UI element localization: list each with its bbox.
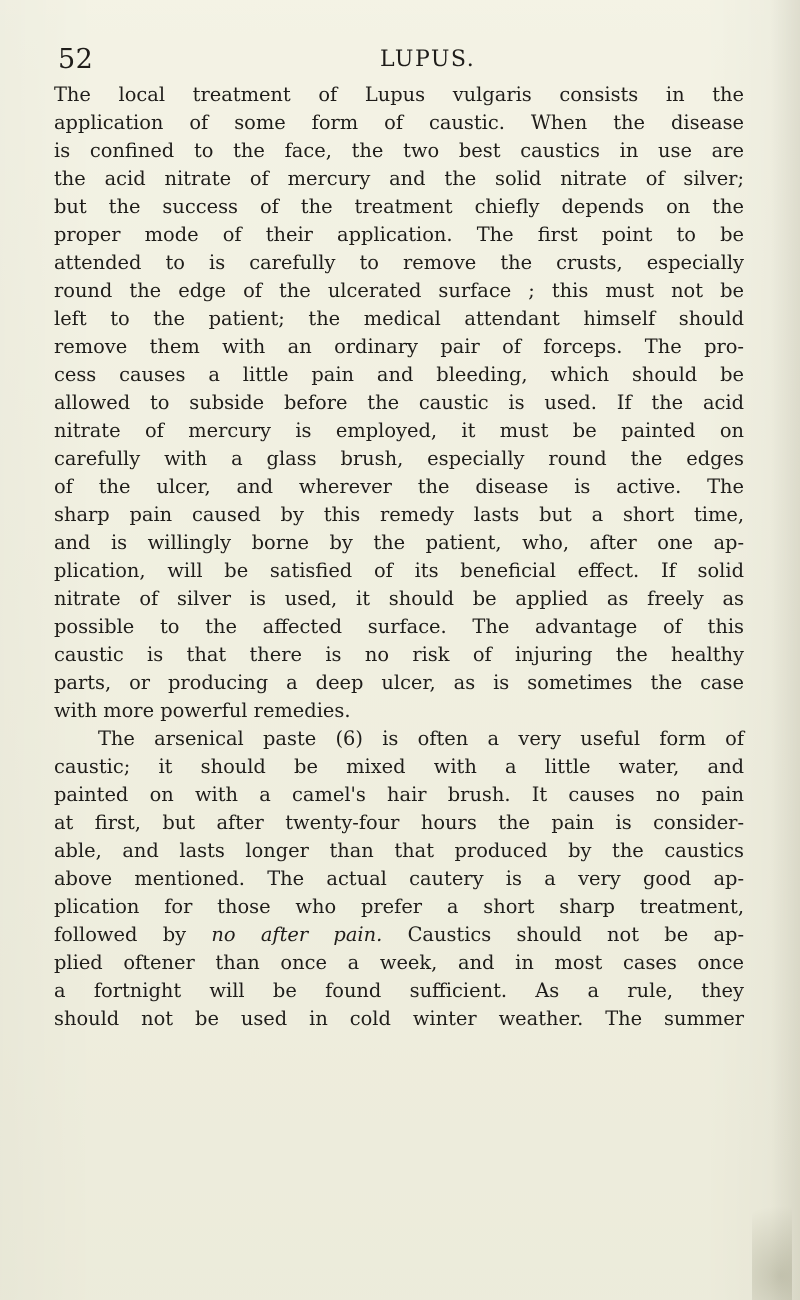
text-line: a fortnight will be found sufficient. As a rule, they [54,979,744,1002]
text-line: attended to is carefully to remove the crusts, especially [54,251,744,274]
text-line: plied oftener than once a week, and in most cases once [54,951,744,974]
text-line: with more powerful remedies. [54,699,351,722]
text-line: nitrate of silver is used, it should be applied as freely as [54,587,744,610]
text-line: carefully with a glass brush, especially round the edges [54,447,744,470]
text-line: and is willingly borne by the patient, who, after one ap- [54,531,744,554]
text-line: at first, but after twenty-four hours the pain is consider- [54,811,744,834]
text-line: left to the patient; the medical attendant himself should [54,307,744,330]
text-line: round the edge of the ulcerated surface ; this must not be [54,279,744,302]
text-line: remove them with an ordinary pair of forceps. The pro- [54,335,744,358]
text-line: nitrate of mercury is employed, it must be painted on [54,419,744,442]
text-line: plication, will be satisfied of its beneficial effect. If solid [54,559,744,582]
text-line: should not be used in cold winter weather. The summer [54,1007,744,1030]
text-line: but the success of the treatment chiefly depends on the [54,195,744,218]
text-line: is confined to the face, the two best caustics in use are [54,139,744,162]
text-line: The arsenical paste (6) is often a very useful form of [98,727,744,750]
text-line: parts, or producing a deep ulcer, as is sometimes the case [54,671,744,694]
text-line-mixed [54,921,744,949]
text-line: sharp pain caused by this remedy lasts but a short time, [54,503,744,526]
body-text [54,81,744,1033]
italic-phrase: no after pain. [211,923,383,946]
text-line: able, and lasts longer than that produced by the caustics [54,839,744,862]
text-fragment: followed by [54,923,212,946]
text-line: cess causes a little pain and bleeding, which should be [54,363,744,386]
text-line: proper mode of their application. The first point to be [54,223,744,246]
page-header [58,44,748,80]
text-line: possible to the affected surface. The advantage of this [54,615,744,638]
text-fragment: Caustics should not be ap- [382,923,745,946]
text-line: application of some form of caustic. When the disease [54,111,744,134]
running-head: LUPUS. [380,47,476,72]
text-line: The local treatment of Lupus vulgaris consists in the [54,83,744,106]
page-stain [752,1180,792,1300]
text-line: of the ulcer, and wherever the disease is active. The [54,475,744,498]
text-line: plication for those who prefer a short sharp treatment, [54,895,744,918]
page-number: 52 [58,44,94,75]
text-line: allowed to subside before the caustic is used. If the acid [54,391,744,414]
page-edge-shadow [770,0,800,1300]
text-line: caustic is that there is no risk of injuring the healthy [54,643,744,666]
text-line: above mentioned. The actual cautery is a very good ap- [54,867,744,890]
text-line: caustic; it should be mixed with a little water, and [54,755,744,778]
text-line: painted on with a camel's hair brush. It causes no pain [54,783,744,806]
text-line: the acid nitrate of mercury and the solid nitrate of silver; [54,167,744,190]
